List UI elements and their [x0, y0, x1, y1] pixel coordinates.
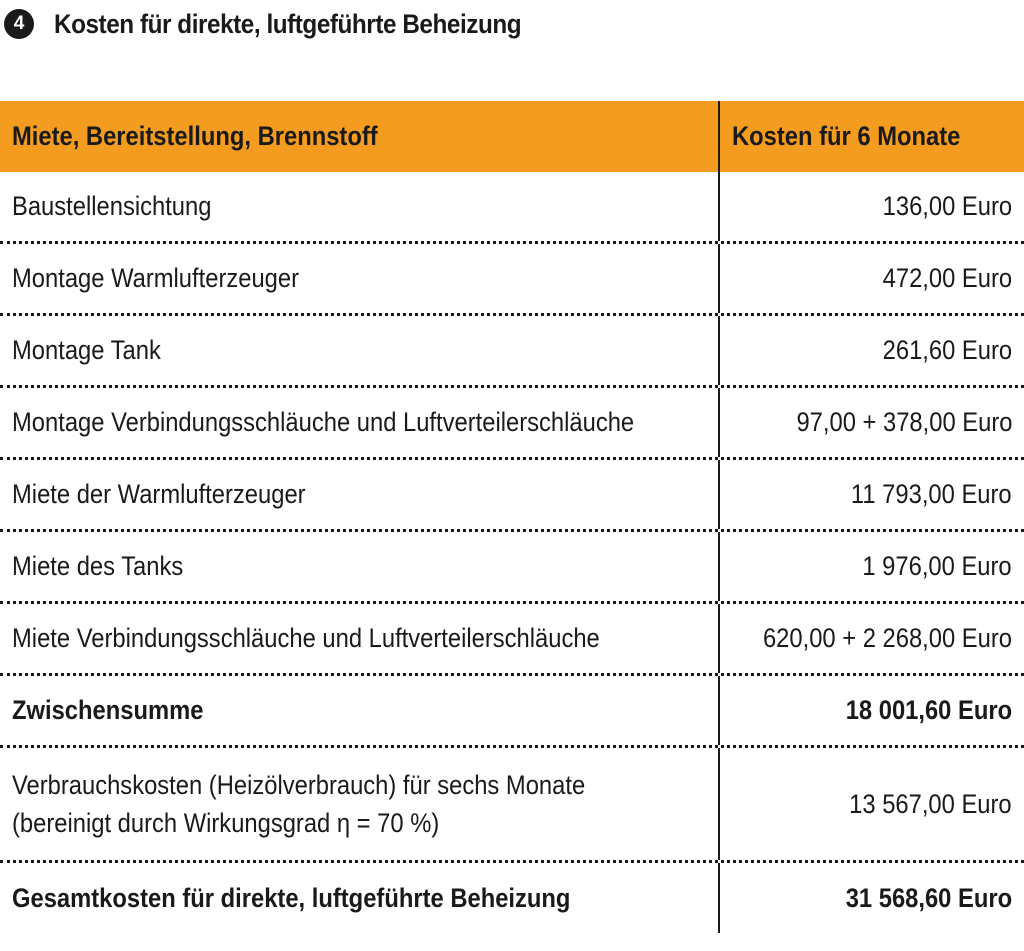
- table-row: [0, 532, 1024, 604]
- row-label: Montage Tank: [12, 335, 161, 365]
- row-value: 261,60 Euro: [718, 316, 1024, 385]
- row-label: Miete Verbindungsschläuche und Luftverteilerschläuche: [12, 623, 600, 653]
- table-row: [0, 460, 1024, 532]
- row-value: 472,00 Euro: [718, 244, 1024, 313]
- subtotal-row: [0, 676, 1024, 748]
- row-label: Baustellensichtung: [12, 191, 212, 221]
- table-header: [0, 101, 1024, 172]
- header-col-items: Miete, Bereitstellung, Brennstoff: [12, 121, 378, 151]
- consumption-value: 13 567,00 Euro: [718, 748, 1024, 860]
- row-label: Montage Warmlufterzeuger: [12, 263, 300, 293]
- consumption-label: Verbrauchskosten (Heizölverbrauch) für sechs Monate (bereinigt durch Wirkungsgrad η = 70 %): [12, 770, 586, 838]
- row-value: 1 976,00 Euro: [718, 532, 1024, 601]
- row-label: Montage Verbindungsschläuche und Luftverteilerschläuche: [12, 407, 635, 437]
- row-value: 11 793,00 Euro: [718, 460, 1024, 529]
- consumption-row: [0, 748, 1024, 863]
- section-number-badge: 4: [4, 9, 34, 39]
- total-row: [0, 863, 1024, 933]
- subtotal-value: 18 001,60 Euro: [718, 676, 1024, 745]
- section-heading: [4, 4, 573, 44]
- subtotal-label: Zwischensumme: [12, 695, 204, 725]
- table-row: [0, 244, 1024, 316]
- table-row: [0, 388, 1024, 460]
- table-row: [0, 604, 1024, 676]
- row-label: Miete des Tanks: [12, 551, 184, 581]
- table-row: [0, 316, 1024, 388]
- total-label: Gesamtkosten für direkte, luftgeführte Beheizung: [12, 882, 571, 913]
- table-row: [0, 172, 1024, 244]
- row-label: Miete der Warmlufterzeuger: [12, 479, 306, 509]
- row-value: 620,00 + 2 268,00 Euro: [718, 604, 1024, 673]
- row-value: 136,00 Euro: [718, 172, 1024, 241]
- total-value: 31 568,60 Euro: [718, 863, 1024, 933]
- row-value: 97,00 + 378,00 Euro: [718, 388, 1024, 457]
- cost-table: [0, 101, 1024, 933]
- section-title: Kosten für direkte, luftgeführte Beheizung: [54, 8, 522, 39]
- header-col-costs: Kosten für 6 Monate: [718, 101, 1024, 172]
